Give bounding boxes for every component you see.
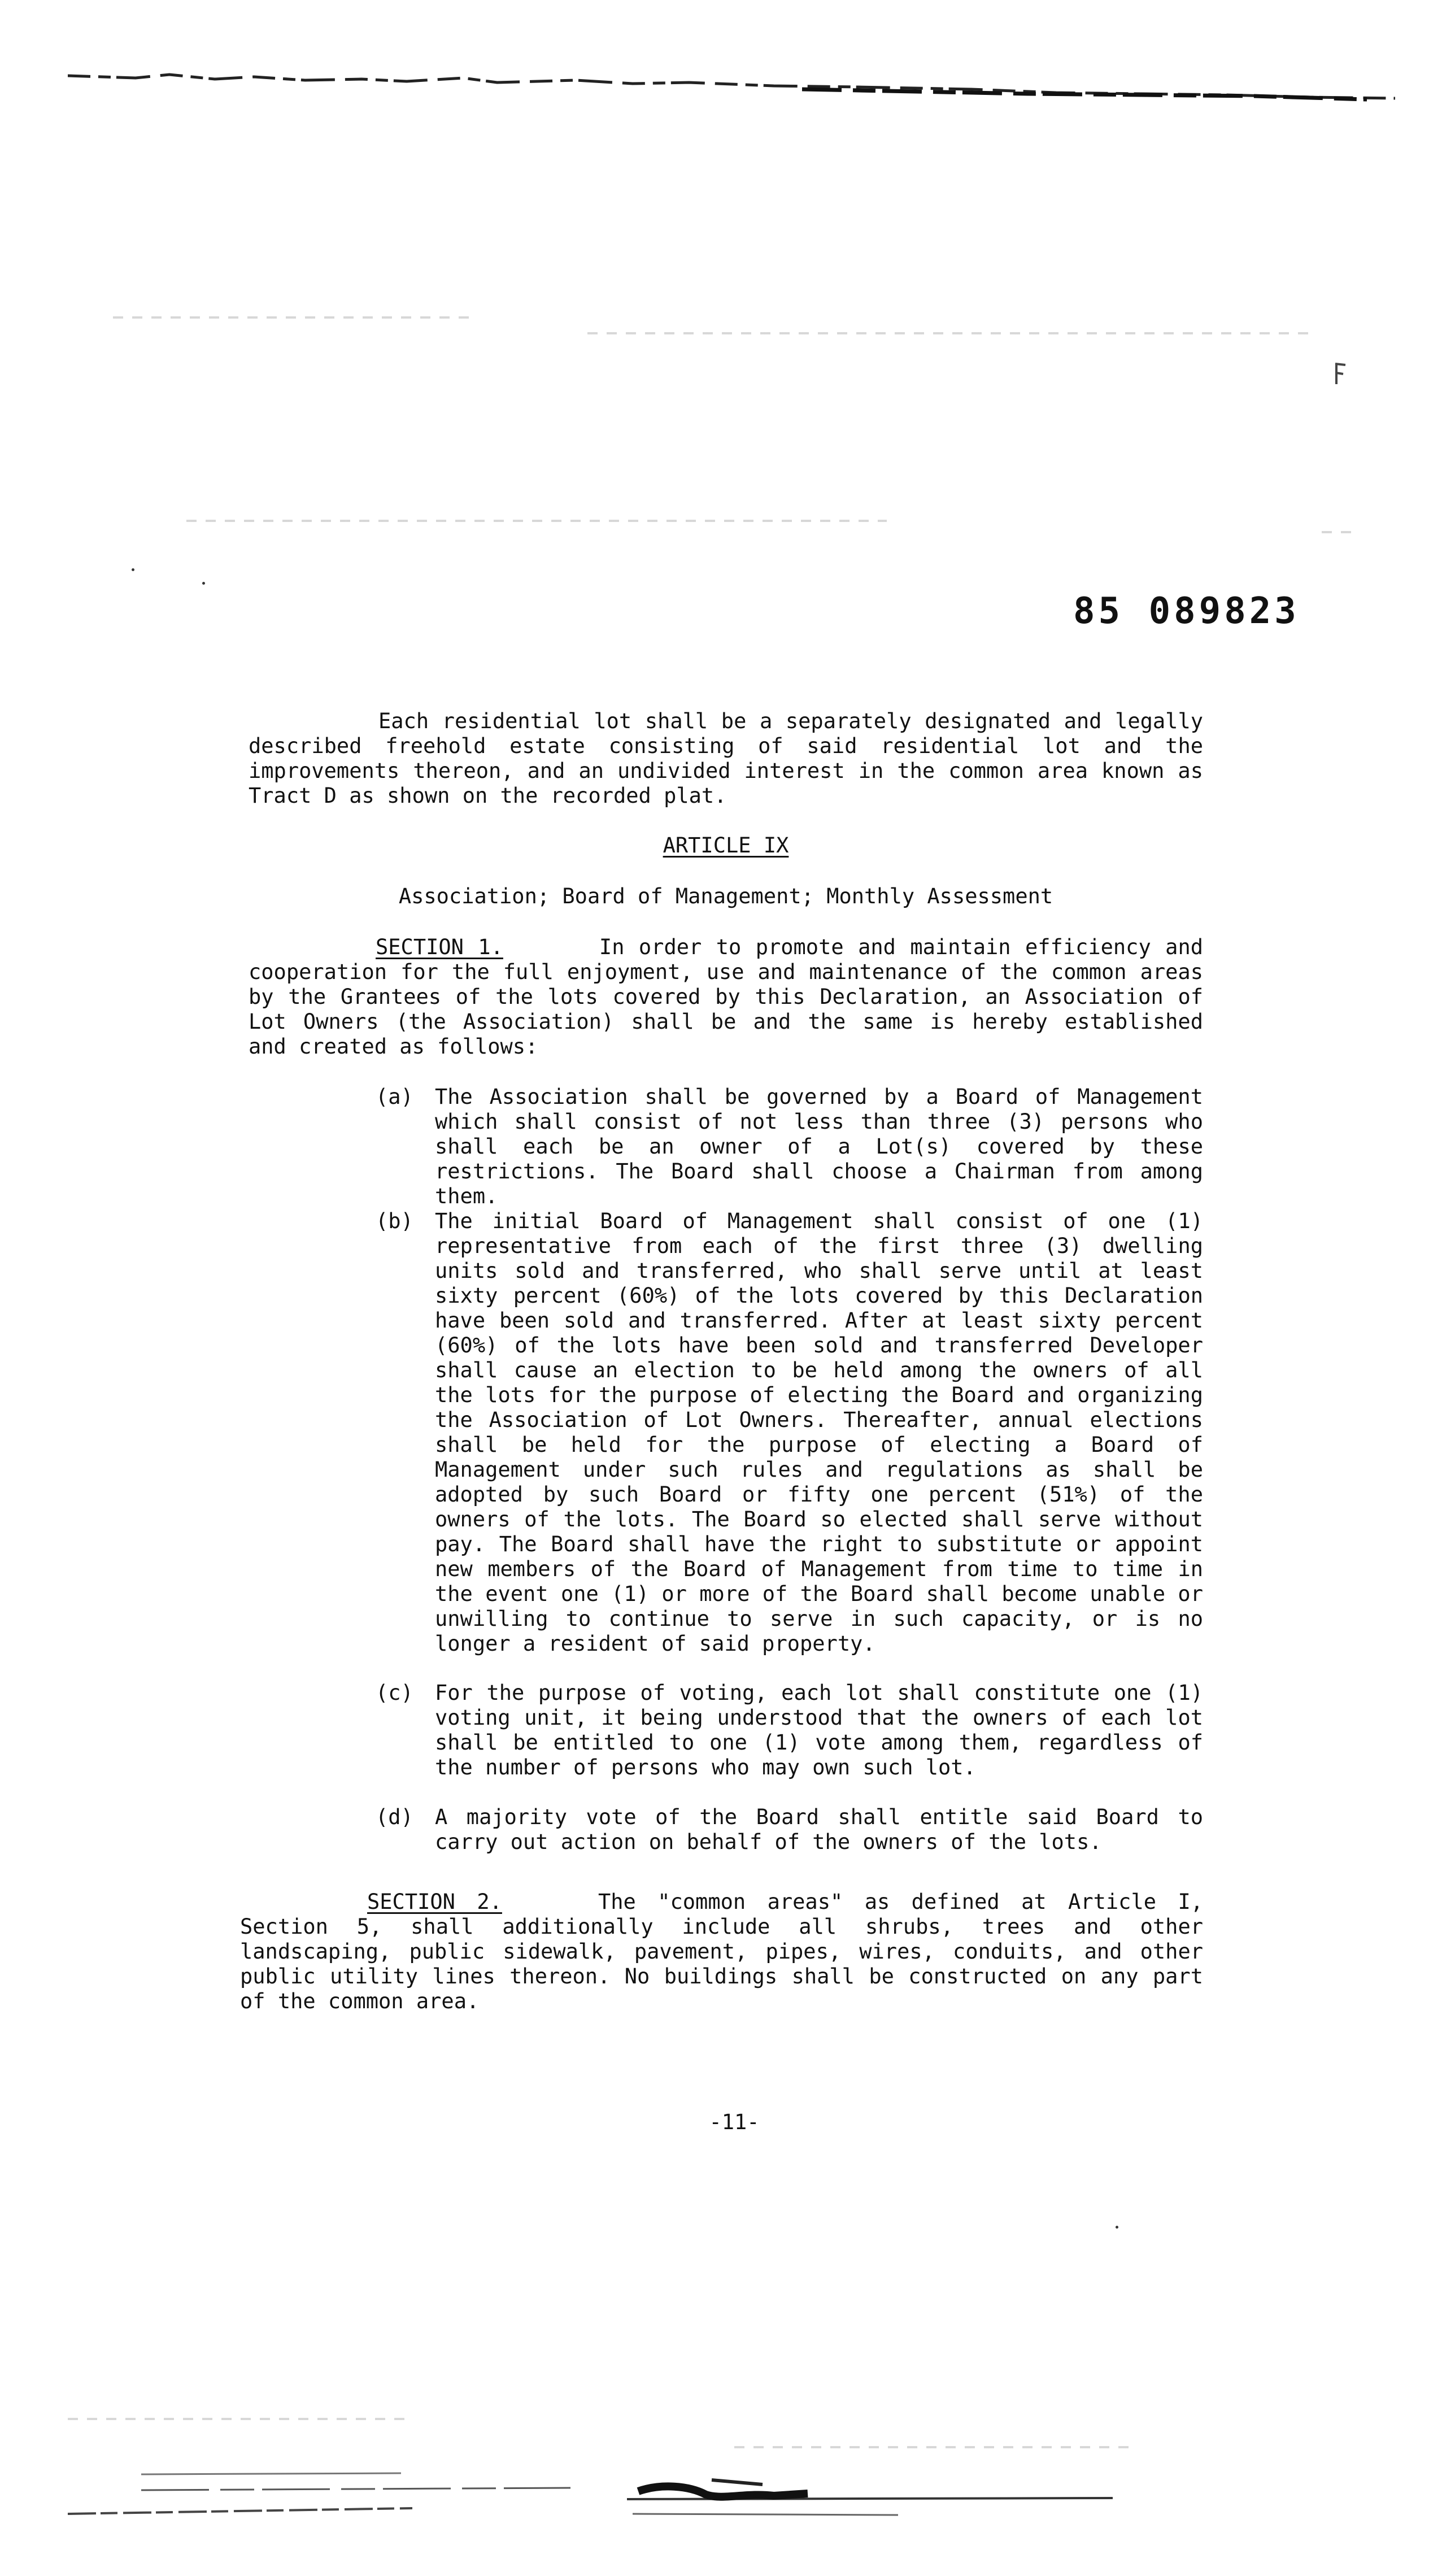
scan-faint-line (1322, 531, 1356, 533)
scan-edge-artifact-bottom (62, 2429, 1192, 2542)
scan-edge-artifact-top (68, 69, 1395, 103)
article-heading (249, 833, 1203, 858)
scan-speck (1116, 2226, 1118, 2229)
recording-number: 85 089823 (1073, 590, 1300, 632)
list-item-marker: (a) (376, 1085, 413, 1109)
list-item (376, 1805, 1203, 1855)
scan-speck (202, 582, 205, 585)
scan-edge-mark (1333, 362, 1350, 395)
scan-faint-line (587, 332, 1316, 334)
article-subtitle: Association; Board of Management; Monthly Assessment (398, 884, 1053, 908)
list-item-marker: (c) (376, 1681, 413, 1705)
opening-paragraph: Each residential lot shall be a separately designated and legally described freehold estate consisting of said residential lot and the improvements thereon, and an undivided interest in the common area known as Tract D as shown on the recorded plat. (249, 709, 1203, 808)
scan-speck (132, 568, 134, 571)
section-1-text: In order to promote and maintain efficiency and cooperation for the full enjoyment, use and maintenance of the common areas by the Grantees of the lots covered by this Declaration, an Association of Lot Owners (the Association) shall be and the same is hereby established and created as follows: (249, 935, 1203, 1059)
section-1-label: SECTION 1. (376, 935, 503, 959)
list-item (376, 1681, 1203, 1780)
section-2-paragraph (240, 1890, 1203, 2014)
article-heading-text: ARTICLE IX (663, 833, 789, 858)
list-item-marker: (b) (376, 1209, 413, 1233)
list-item-text: The Association shall be governed by a Board of Management which shall consist of not less than three (3) persons who shall each be an owner of a Lot(s) covered by these restrictions. The Board shall choose a Chairman from among them. (435, 1085, 1203, 1208)
list-item-marker: (d) (376, 1805, 413, 1829)
list-item-text: For the purpose of voting, each lot shall constitute one (1) voting unit, it being understood that the owners of each lot shall be entitled to one (1) vote among them, regardless of the number of persons who may own such lot. (435, 1681, 1203, 1779)
list-item-text: The initial Board of Management shall consist of one (1) representative from each of the first three (3) dwelling units sold and transferred, who shall serve until at least sixty percent (60%) of the lots covered by this Declaration have been sold and transferred. After at least sixty percent (60%) of the lots have been sold and transferred Developer shall cause an election to be held among the owners of all the lots for the purpose of electing the Board and organizing the Association of Lot Owners. Thereafter, annual elections shall be held for the purpose of electing a Board of Management under such rules and regulations as shall be adopted by such Board or fifty one percent (51%) of the owners of the lots. The Board so elected shall serve without pay. The Board shall have the right to substitute or appoint new members of the Board of Management from time to time in the event one (1) or more of the Board shall become unable or unwilling to continue to serve in such capacity, or is no longer a resident of said property. (435, 1209, 1203, 1656)
list-item (376, 1085, 1203, 1209)
page-number: -11- (709, 2110, 760, 2134)
scan-faint-line (113, 316, 474, 319)
section-1-paragraph (249, 935, 1203, 1059)
section-2-text: The "common areas" as defined at Article I, Section 5, shall additionally include all shrubs, trees and other landscaping, public sidewalk, pavement, pipes, wires, conduits, and other public utility lines thereon. No buildings shall be constructed on any part of the common area. (240, 1890, 1203, 2013)
list-item (376, 1209, 1203, 1656)
scan-faint-line (68, 2418, 407, 2420)
scan-faint-line (186, 520, 887, 522)
list-item-text: A majority vote of the Board shall entitle said Board to carry out action on behalf of the owners of the lots. (435, 1805, 1203, 1854)
section-2-label: SECTION 2. (367, 1890, 502, 1914)
